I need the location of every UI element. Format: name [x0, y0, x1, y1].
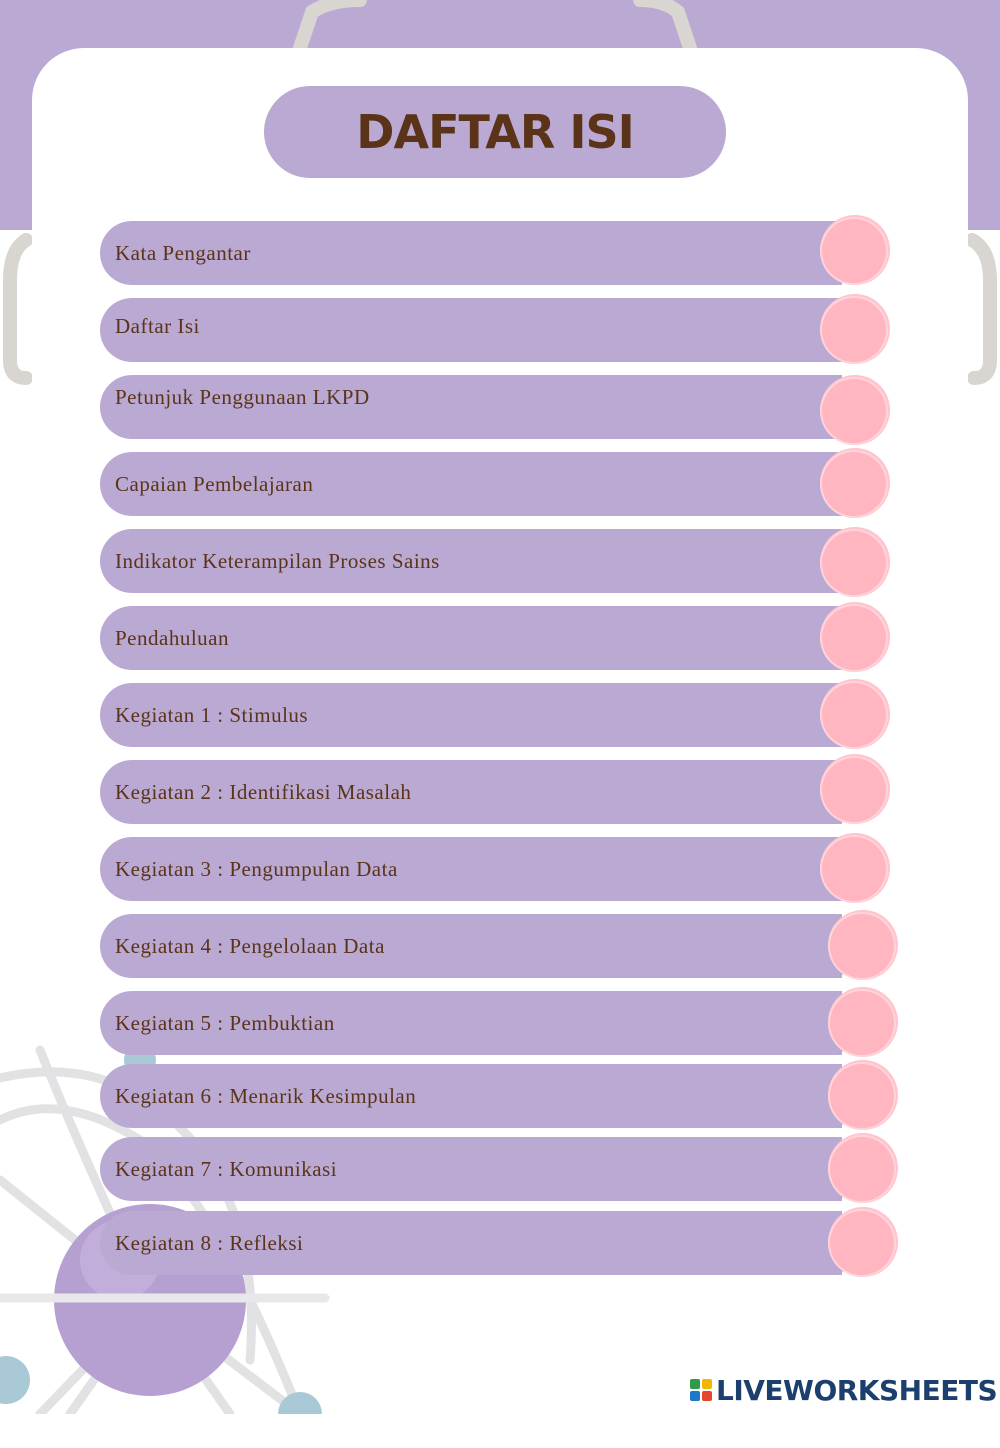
toc-item-label: Kegiatan 7 : Komunikasi [115, 1157, 338, 1181]
toc-item-label: Capaian Pembelajaran [115, 472, 314, 496]
toc-item-label: Kegiatan 8 : Refleksi [115, 1231, 304, 1255]
pink-circle-icon [822, 683, 886, 747]
toc-item[interactable] [100, 452, 842, 516]
toc-item[interactable] [100, 914, 842, 978]
toc-item[interactable] [100, 1211, 842, 1275]
toc-item[interactable] [100, 298, 842, 362]
toc-item[interactable] [100, 760, 842, 824]
pink-circle-icon [822, 531, 886, 595]
pink-circle-icon [822, 219, 886, 283]
pink-circle-icon [822, 837, 886, 901]
pink-circle-icon [830, 1137, 894, 1201]
liveworksheets-brand[interactable] [690, 1372, 997, 1408]
toc-item[interactable] [100, 991, 842, 1055]
toc-item-label: Daftar Isi [115, 314, 200, 338]
toc-item-label: Kegiatan 2 : Identifikasi Masalah [115, 780, 412, 804]
toc-item-label: Kata Pengantar [115, 241, 251, 265]
toc-item-label: Kegiatan 1 : Stimulus [115, 703, 309, 727]
toc-item[interactable] [100, 683, 842, 747]
pink-circle-icon [822, 298, 886, 362]
toc-item[interactable] [100, 1137, 842, 1201]
toc-item[interactable] [100, 529, 842, 593]
page-title: DAFTAR ISI [356, 105, 634, 159]
toc-item[interactable] [100, 837, 842, 901]
pink-circle-icon [830, 1064, 894, 1128]
toc-item[interactable] [100, 606, 842, 670]
pink-circle-icon [822, 606, 886, 670]
toc-item-label: Kegiatan 6 : Menarik Kesimpulan [115, 1084, 417, 1108]
toc-item[interactable] [100, 1064, 842, 1128]
liveworksheets-logo-icon [690, 1379, 712, 1401]
pink-circle-icon [822, 758, 886, 822]
pink-circle-icon [822, 379, 886, 443]
toc-item-label: Pendahuluan [115, 626, 229, 650]
pink-circle-icon [830, 914, 894, 978]
toc-item-label: Kegiatan 5 : Pembuktian [115, 1011, 335, 1035]
toc-item-label: Kegiatan 3 : Pengumpulan Data [115, 857, 398, 881]
title-banner [264, 86, 726, 178]
toc-item-label: Indikator Keterampilan Proses Sains [115, 549, 440, 573]
toc-item[interactable] [100, 221, 842, 285]
toc-item[interactable] [100, 375, 842, 439]
pink-circle-icon [822, 452, 886, 516]
toc-item-label: Petunjuk Penggunaan LKPD [115, 385, 370, 409]
pink-circle-icon [830, 991, 894, 1055]
brand-name: LIVEWORKSHEETS [716, 1373, 998, 1407]
pink-circle-icon [830, 1211, 894, 1275]
toc-item-label: Kegiatan 4 : Pengelolaan Data [115, 934, 385, 958]
